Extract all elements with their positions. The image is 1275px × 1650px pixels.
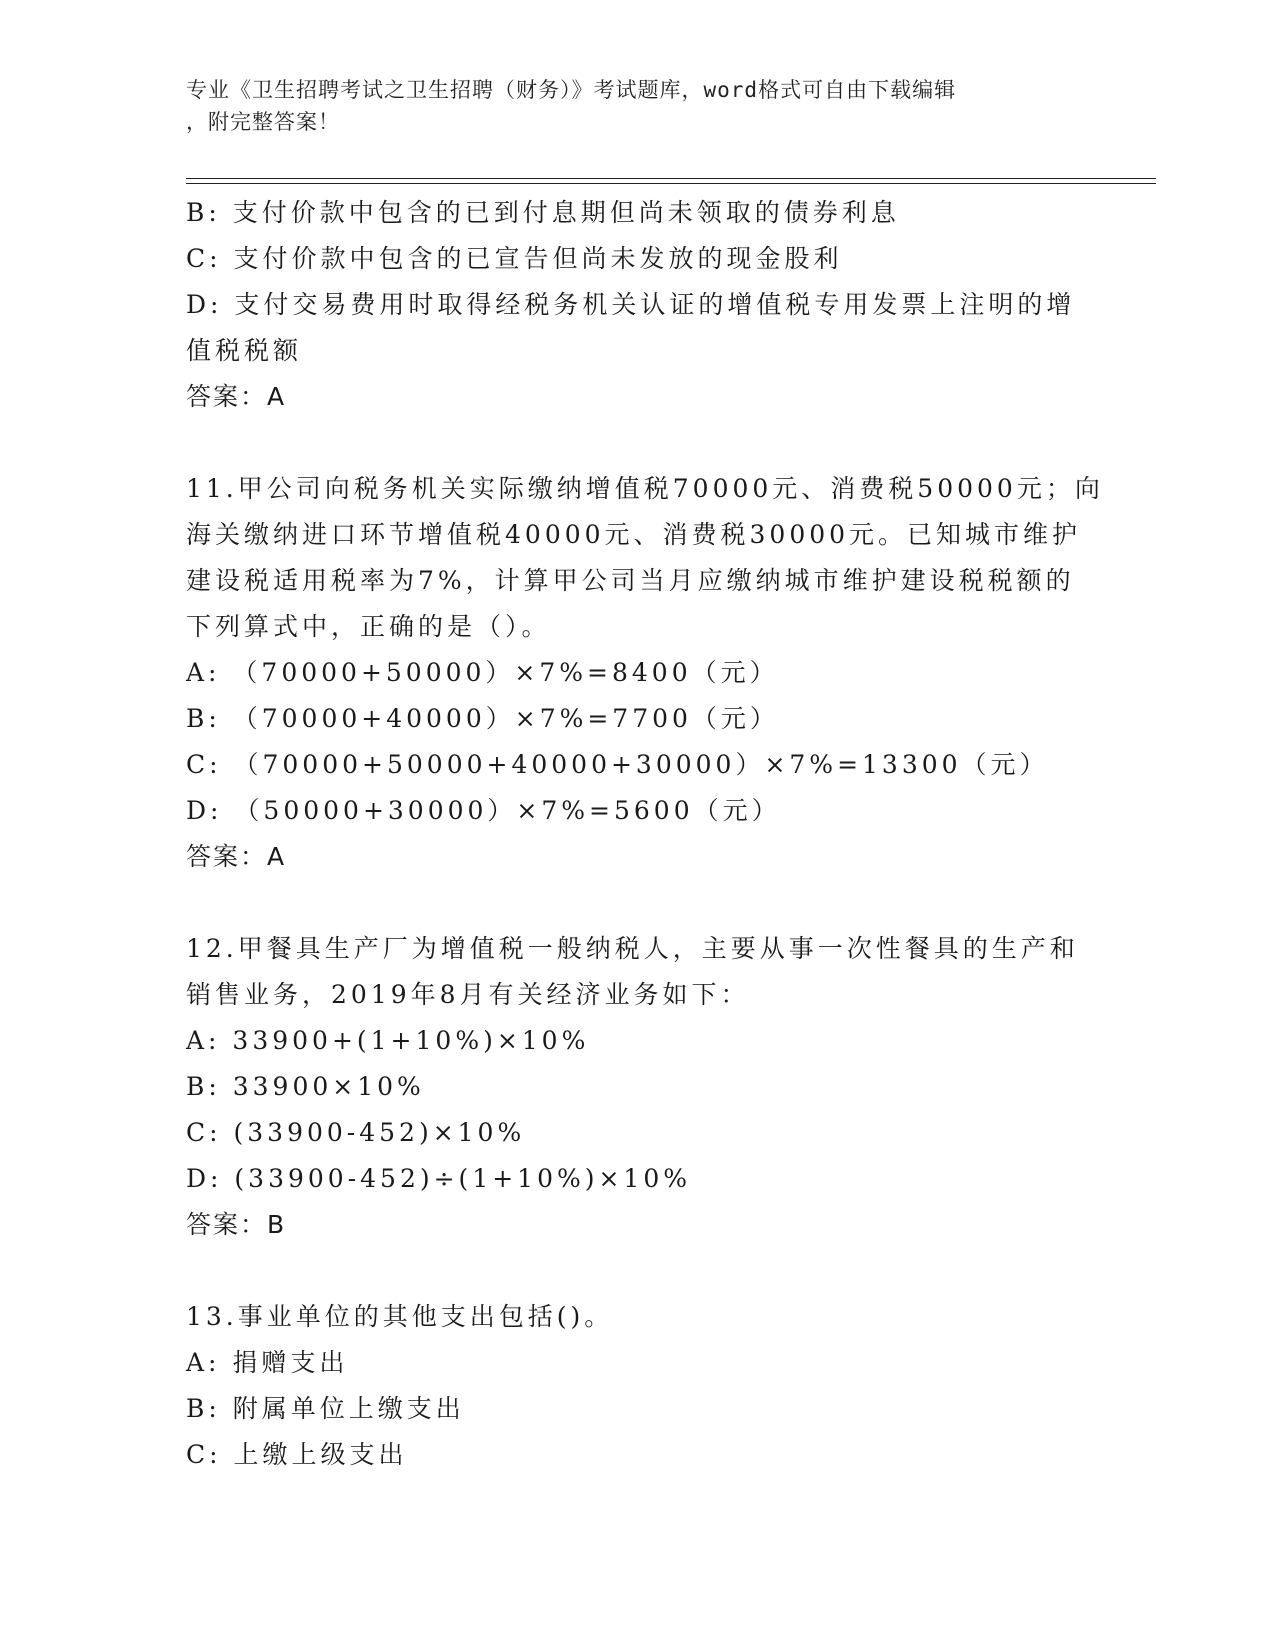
option-b: B: （70000+40000）×7%=7700（元） [186, 704, 779, 733]
question-stem: 下列算式中，正确的是（）。 [186, 612, 551, 641]
header-divider-top [186, 178, 1156, 179]
spacer [186, 880, 1086, 926]
answer: 答案：A [186, 382, 287, 411]
question-content [186, 190, 1104, 1478]
option-d: D: （50000+30000）×7%=5600（元） [186, 796, 781, 825]
header-divider-bottom [186, 183, 1156, 184]
question-12 [186, 926, 1086, 1248]
question-10-tail [186, 190, 1086, 420]
question-stem: 13.事业单位的其他支出包括()。 [186, 1302, 614, 1331]
option-d: D: 支付交易费用时取得经税务机关认证的增值税专用发票上注明的增 [186, 290, 1076, 319]
option-d-continued: 值税税额 [186, 336, 303, 365]
header-line-1: 专业《卫生招聘考试之卫生招聘（财务）》考试题库，word格式可自由下载编辑 [186, 78, 957, 102]
option-b: B: 33900×10% [186, 1072, 425, 1101]
question-stem: 12.甲餐具生产厂为增值税一般纳税人，主要从事一次性餐具的生产和 [186, 934, 1079, 963]
option-b: B: 支付价款中包含的已到付息期但尚未领取的债券利息 [186, 198, 900, 227]
option-c: C: (33900-452)×10% [186, 1118, 526, 1147]
question-stem: 建设税适用税率为7%，计算甲公司当月应缴纳城市维护建设税税额的 [186, 566, 1075, 595]
question-stem: 销售业务，2019年8月有关经济业务如下： [186, 980, 750, 1009]
question-stem: 11.甲公司向税务机关实际缴纳增值税70000元、消费税50000元；向 [186, 474, 1104, 503]
option-c: C: 上缴上级支出 [186, 1440, 408, 1469]
option-a: A: （70000+50000）×7%=8400（元） [186, 658, 779, 687]
option-b: B: 附属单位上缴支出 [186, 1394, 465, 1423]
option-d: D: (33900-452)÷(1+10%)×10% [186, 1164, 692, 1193]
document-header [186, 74, 1066, 138]
spacer [186, 1248, 1086, 1294]
option-c: C: 支付价款中包含的已宣告但尚未发放的现金股利 [186, 244, 843, 273]
question-13 [186, 1294, 1086, 1478]
question-stem: 海关缴纳进口环节增值税40000元、消费税30000元。已知城市维护 [186, 520, 1082, 549]
spacer [186, 420, 1086, 466]
question-11 [186, 466, 1104, 880]
answer: 答案：B [186, 1210, 287, 1239]
option-a: A: 33900+(1+10%)×10% [186, 1026, 590, 1055]
option-c: C: （70000+50000+40000+30000）×7%=13300（元） [186, 750, 1049, 779]
header-line-2: ，附完整答案！ [186, 110, 340, 134]
option-a: A: 捐赠支出 [186, 1348, 349, 1377]
answer: 答案：A [186, 842, 287, 871]
